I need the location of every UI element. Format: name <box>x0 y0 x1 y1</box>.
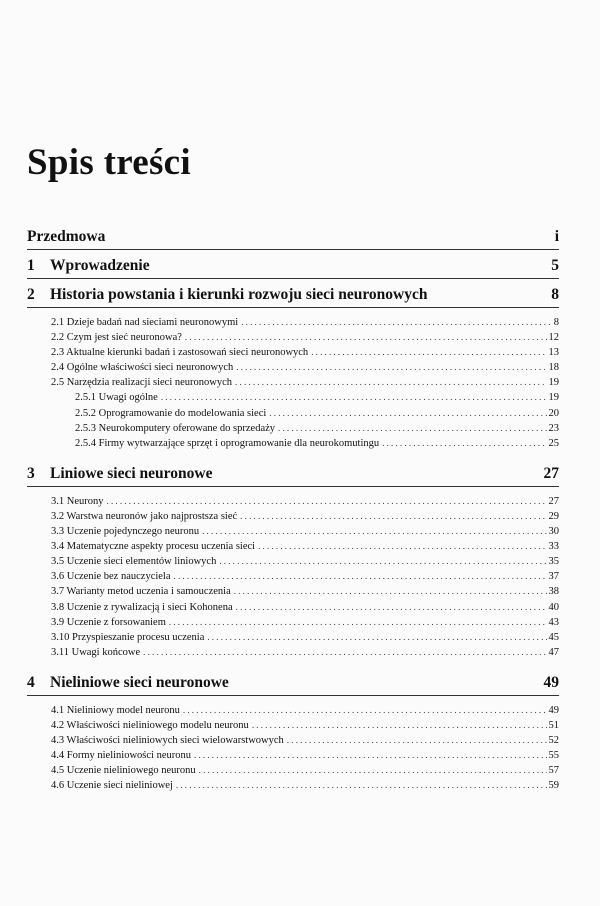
section-page: 25 <box>548 437 559 449</box>
leader-dots <box>236 360 546 375</box>
section-page: 33 <box>548 541 559 553</box>
section-label: 4.2 Właściwości nieliniowego modelu neuronu <box>51 719 249 731</box>
chapter-3-entry[interactable] <box>27 465 559 483</box>
section-page: 8 <box>553 317 559 328</box>
section-label: 2.1 Dzieje badań nad sieciami neuronowymi <box>51 317 239 328</box>
section-label: 3.11 Uwagi końcowe <box>51 646 141 658</box>
toc-section[interactable] <box>51 554 559 569</box>
leader-dots <box>185 330 547 345</box>
section-label: 4.1 Nieliniowy model neuronu <box>51 704 180 716</box>
section-label: 3.8 Uczenie z rywalizacją i sieci Kohonena <box>51 601 233 613</box>
section-page: 29 <box>548 510 559 522</box>
chapter-page: 8 <box>551 286 559 303</box>
toc-section[interactable] <box>51 718 559 733</box>
section-page: 35 <box>548 556 559 568</box>
toc-section[interactable] <box>51 345 559 360</box>
section-label: 2.5.2 Oprogramowanie do modelowania sieci <box>75 407 267 419</box>
section-page: 19 <box>548 392 559 404</box>
leader-dots <box>107 494 547 509</box>
leader-dots <box>258 539 546 554</box>
section-label: 4.4 Formy nieliniowości neuronu <box>51 750 191 762</box>
chapter-page: 49 <box>543 673 559 691</box>
toc-section[interactable] <box>51 615 559 630</box>
leader-dots <box>202 524 546 539</box>
chapter-number: 1 <box>27 257 35 274</box>
chapter-1-entry[interactable] <box>27 257 559 275</box>
leader-dots <box>176 778 547 793</box>
leader-dots <box>183 703 547 718</box>
chapter-title: Liniowe sieci neuronowe <box>50 464 213 482</box>
leader-dots <box>199 763 547 778</box>
section-label: 2.5.3 Neurokomputery oferowane do sprzedaży <box>75 422 276 434</box>
section-label: 3.6 Uczenie bez nauczyciela <box>51 571 171 583</box>
divider <box>27 486 559 487</box>
toc-section[interactable] <box>51 539 559 554</box>
chapter-4-entry[interactable] <box>27 674 559 692</box>
section-label: 2.2 Czym jest sieć neuronowa? <box>51 332 182 344</box>
leader-dots <box>311 345 546 360</box>
section-label: 4.3 Właściwości nieliniowych sieci wielowarstwowych <box>51 735 284 747</box>
leader-dots <box>240 509 546 524</box>
toc-section[interactable] <box>51 748 559 763</box>
toc-subsection[interactable] <box>75 390 559 405</box>
toc-subsection[interactable] <box>75 406 559 421</box>
toc-section[interactable] <box>51 600 559 615</box>
leader-dots <box>382 436 546 451</box>
toc-section[interactable] <box>51 569 559 584</box>
section-page: 20 <box>548 407 559 419</box>
section-page: 59 <box>548 780 559 792</box>
toc-section[interactable] <box>51 630 559 645</box>
chapter-number: 3 <box>27 464 35 482</box>
section-page: 27 <box>548 495 559 507</box>
section-page: 45 <box>548 631 559 643</box>
chapter-page: 5 <box>551 257 559 274</box>
section-page: 40 <box>548 601 559 613</box>
leader-dots <box>161 390 547 405</box>
section-page: 30 <box>548 526 559 538</box>
section-label: 2.5 Narzędzia realizacji sieci neuronowych <box>51 377 233 389</box>
section-page: 18 <box>548 362 559 374</box>
leader-dots <box>236 600 547 615</box>
chapter-number: 2 <box>27 286 35 303</box>
section-label: 2.5.4 Firmy wytwarzające sprzęt i oprogramowanie dla neurokomutingu <box>75 437 380 449</box>
page-title: Spis treści <box>27 142 191 183</box>
leader-dots <box>143 645 546 660</box>
section-page: 13 <box>548 347 559 359</box>
preface-page: i <box>554 228 559 245</box>
section-label: 3.9 Uczenie z forsowaniem <box>51 616 166 628</box>
leader-dots <box>278 421 546 436</box>
section-page: 47 <box>548 646 559 658</box>
toc-section[interactable] <box>51 315 559 330</box>
toc-subsection[interactable] <box>75 421 559 436</box>
chapter-2-entry[interactable] <box>27 286 559 304</box>
section-page: 55 <box>548 750 559 762</box>
toc-section[interactable] <box>51 360 559 375</box>
chapter-number: 4 <box>27 673 35 691</box>
toc-subsection[interactable] <box>75 436 559 451</box>
chapter-page: 27 <box>543 464 559 482</box>
section-label: 3.3 Uczenie pojedynczego neuronu <box>51 526 200 538</box>
section-label: 3.5 Uczenie sieci elementów liniowych <box>51 556 217 568</box>
preface-title: Przedmowa <box>27 228 106 245</box>
chapter-title: Nieliniowe sieci neuronowe <box>50 673 229 691</box>
section-label: 3.1 Neurony <box>51 495 104 507</box>
leader-dots <box>235 375 546 390</box>
section-page: 49 <box>548 704 559 716</box>
section-page: 38 <box>548 586 559 598</box>
section-page: 51 <box>548 719 559 731</box>
divider <box>27 307 559 308</box>
section-label: 4.5 Uczenie nieliniowego neuronu <box>51 765 196 777</box>
toc-section[interactable] <box>51 778 559 793</box>
toc-section[interactable] <box>51 645 559 660</box>
section-label: 3.2 Warstwa neuronów jako najprostsza sieć <box>51 510 238 522</box>
divider <box>27 695 559 696</box>
toc-section[interactable] <box>51 330 559 345</box>
leader-dots <box>287 733 547 748</box>
table-of-contents <box>27 228 559 793</box>
leader-dots <box>207 630 546 645</box>
toc-section[interactable] <box>51 584 559 599</box>
section-label: 4.6 Uczenie sieci nieliniowej <box>51 780 173 792</box>
section-label: 3.10 Przyspieszanie procesu uczenia <box>51 631 205 643</box>
toc-section[interactable] <box>51 524 559 539</box>
preface-entry[interactable] <box>27 228 559 246</box>
leader-dots <box>234 584 547 599</box>
divider <box>27 249 559 250</box>
toc-section[interactable] <box>51 763 559 778</box>
leader-dots <box>241 315 552 330</box>
section-label: 3.7 Warianty metod uczenia i samouczenia <box>51 586 231 598</box>
section-label: 2.5.1 Uwagi ogólne <box>75 392 158 404</box>
toc-section[interactable] <box>51 494 559 509</box>
section-page: 37 <box>548 571 559 583</box>
toc-section[interactable] <box>51 375 559 390</box>
toc-section[interactable] <box>51 509 559 524</box>
leader-dots <box>269 406 546 421</box>
leader-dots <box>174 569 547 584</box>
toc-section[interactable] <box>51 733 559 748</box>
section-label: 2.4 Ogólne właściwości sieci neuronowych <box>51 362 234 374</box>
section-page: 52 <box>548 735 559 747</box>
leader-dots <box>252 718 547 733</box>
section-page: 19 <box>548 377 559 389</box>
section-label: 2.3 Aktualne kierunki badań i zastosowań sieci neuronowych <box>51 347 309 359</box>
leader-dots <box>169 615 547 630</box>
leader-dots <box>194 748 547 763</box>
section-label: 3.4 Matematyczne aspekty procesu uczenia sieci <box>51 541 256 553</box>
section-page: 43 <box>548 616 559 628</box>
toc-section[interactable] <box>51 703 559 718</box>
chapter-title: Wprowadzenie <box>50 257 150 274</box>
section-page: 23 <box>548 422 559 434</box>
chapter-title: Historia powstania i kierunki rozwoju sieci neuronowych <box>50 286 428 303</box>
section-page: 12 <box>548 332 559 344</box>
divider <box>27 278 559 279</box>
leader-dots <box>219 554 546 569</box>
section-page: 57 <box>548 765 559 777</box>
